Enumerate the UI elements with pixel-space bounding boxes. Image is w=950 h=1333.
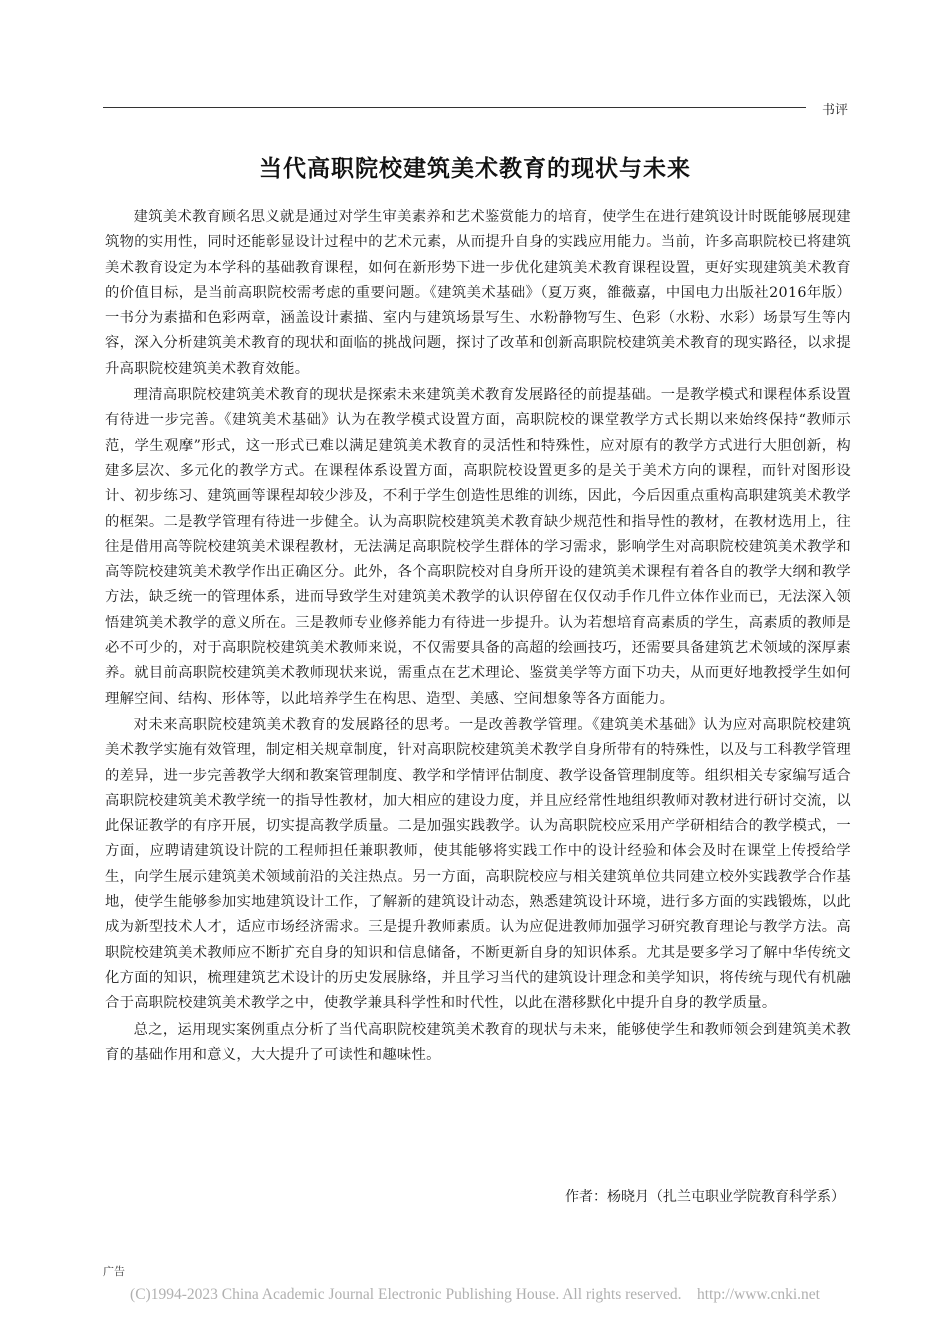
copyright-watermark: (C)1994-2023 China Academic Journal Electronic Publishing House. All rights reserved. http://www.cnki.net [130,1286,820,1303]
paragraph-intro: 建筑美术教育顾名思义就是通过对学生审美素养和艺术鉴赏能力的培育，使学生在进行建筑设计时既能够展现建筑物的实用性，同时还能彰显设计过程中的艺术元素，从而提升自身的实践应用能力。当前，许多高职院校已将建筑美术教育设定为本学科的基础教育课程，如何在新形势下进一步优化建筑美术教育课程设置，更好实现建筑美术教育的价值目标，是当前高职院校需考虑的重要问题。《建筑美术基础》（夏万爽，雒薇嘉，中国电力出版社2016年版）一书分为素描和色彩两章，涵盖设计素描、室内与建筑场景写生、水粉静物写生、色彩（水粉、水彩）场景写生等内容，深入分析建筑美术教育的现状和面临的挑战问题，探讨了改革和创新高职院校建筑美术教育的现实路径，以求提升高职院校建筑美术教育效能。 [105,209,851,377]
paragraph-future-path: 对未来高职院校建筑美术教育的发展路径的思考。一是改善教学管理。《建筑美术基础》认为应对高职院校建筑美术教学实施有效管理，制定相关规章制度，针对高职院校建筑美术教学自身所带有的特殊性，以及与工科教学管理的差异，进一步完善教学大纲和教案管理制度、教学和学情评估制度、教学设备管理制度等。组织相关专家编写适合高职院校建筑美术教学统一的指导性教材，加大相应的建设力度，并且应经常性地组织教师对教材进行研讨交流，以此保证教学的有序开展，切实提高教学质量。二是加强实践教学。认为高职院校应采用产学研相结合的教学模式，一方面，应聘请建筑设计院的工程师担任兼职教师，使其能够将实践工作中的设计经验和体会及时在课堂上传授给学生，向学生展示建筑美术领域前沿的关注热点。另一方面，高职院校应与相关建筑单位共同建立校外实践教学合作基地，使学生能够参加实地建筑设计工作，了解新的建筑设计动态，熟悉建筑设计环境，进行多方面的实践锻炼，以此成为新型技术人才，适应市场经济需求。三是提升教师素质。认为应促进教师加强学习研究教育理论与教学方法。高职院校建筑美术教师应不断扩充自身的知识和信息储备，不断更新自身的知识体系。尤其是要多学习了解中华传统文化方面的知识，梳理建筑艺术设计的历史发展脉络，并且学习当代的建筑设计理念和美学知识，将传统与现代有机融合于高职院校建筑美术教学之中，使教学兼具科学性和时代性，以此在潜移默化中提升自身的教学质量。 [105,716,851,1012]
paragraph-conclusion: 总之，运用现实案例重点分析了当代高职院校建筑美术教育的现状与未来，能够使学生和教师领会到建筑美术教育的基础作用和意义，大大提升了可读性和趣味性。 [105,1021,851,1063]
ad-label: 广告 [103,1265,125,1278]
article-body [105,205,851,1069]
header-rule [103,107,806,108]
paragraph-current-status: 理清高职院校建筑美术教育的现状是探索未来建筑美术教育发展路径的前提基础。一是教学模式和课程体系设置有待进一步完善。《建筑美术基础》认为在教学模式设置方面，高职院校的课堂教学方式长期以来始终保持“教师示范，学生观摩”形式，这一形式已难以满足建筑美术教育的灵活性和特殊性，应对原有的教学方式进行大胆创新，构建多层次、多元化的教学方式。在课程体系设置方面，高职院校设置更多的是关于美术方向的课程，而针对图形设计、初步练习、建筑画等课程却较少涉及，不利于学生创造性思维的训练，因此，今后因重点重构高职建筑美术教学的框架。二是教学管理有待进一步健全。认为高职院校建筑美术教育缺少规范性和指导性的教材，在教材选用上，往往是借用高等院校建筑美术课程教材，无法满足高职院校学生群体的学习需求，影响学生对高职院校建筑美术教学和高等院校建筑美术教学作出正确区分。此外，各个高职院校对自身所开设的建筑美术课程有着各自的教学大纲和教学方法，缺乏统一的管理体系，进而导致学生对建筑美术教学的认识停留在仅仅动手作几件立体作业而已，无法深入领悟建筑美术教学的意义所在。三是教师专业修养能力有待进一步提升。认为若想培育高素质的学生，高素质的教师是必不可少的，对于高职院校建筑美术教师来说，不仅需要具备的高超的绘画技巧，还需要具备建筑艺术领域的深厚素养。就目前高职院校建筑美术教师现状来说，需重点在艺术理论、鉴赏美学等方面下功夫，从而更好地教授学生如何理解空间、结构、形体等，以此培养学生在构思、造型、美感、空间想象等各方面能力。 [105,387,851,707]
section-tag: 书评 [822,103,849,118]
author-line: 作者：杨晓月（扎兰屯职业学院教育科学系） [565,1189,845,1205]
article-title: 当代高职院校建筑美术教育的现状与未来 [259,156,691,182]
